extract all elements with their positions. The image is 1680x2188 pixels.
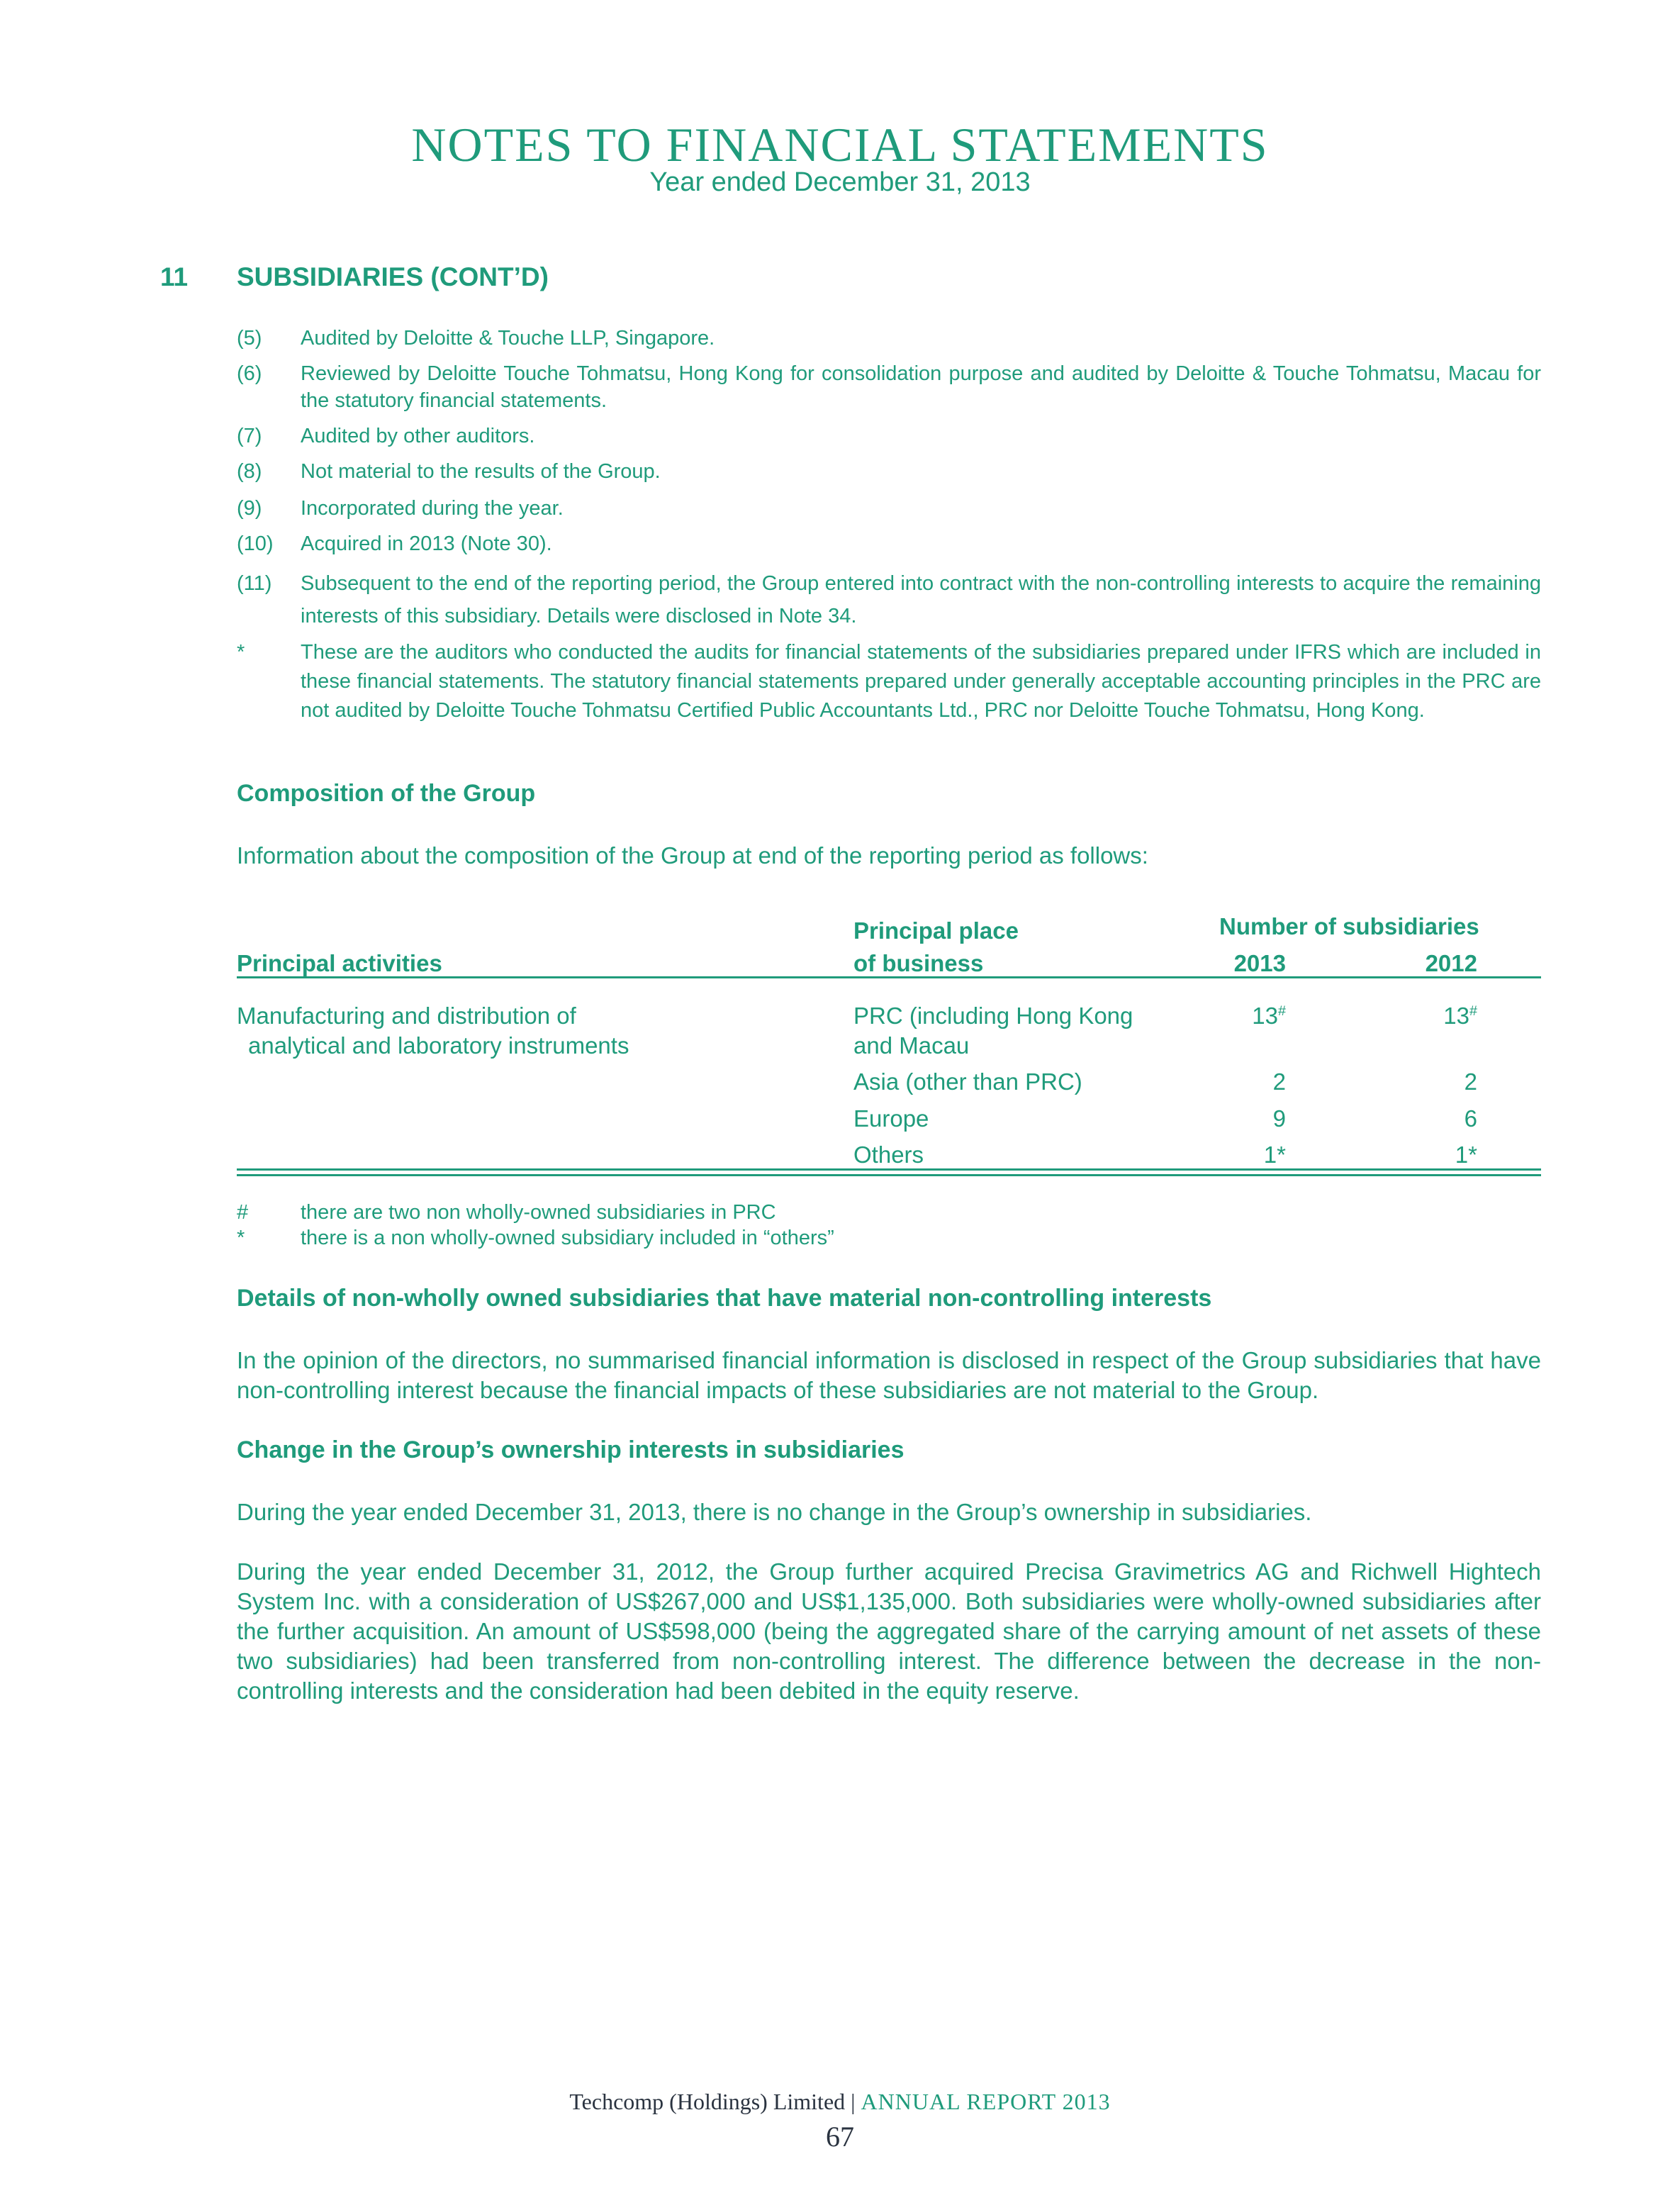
footnote-text: there is a non wholly-owned subsidiary included in “others”: [301, 1227, 834, 1249]
value-asia-2012: 2: [1464, 1068, 1477, 1095]
note-number: *: [237, 641, 245, 664]
note-item: [237, 423, 1541, 450]
footer: [0, 2089, 1680, 2115]
value-europe-2012: 6: [1464, 1105, 1477, 1132]
place-europe: Europe: [853, 1105, 929, 1132]
activity-line1: Manufacturing and distribution of: [237, 1003, 576, 1029]
col-header-number: Number of subsidiaries: [1219, 913, 1479, 939]
composition-heading: Composition of the Group: [237, 780, 536, 807]
ownership-heading: Change in the Group’s ownership interests in subsidiaries: [237, 1436, 905, 1463]
ownership-para1: During the year ended December 31, 2013, there is no change in the Group’s ownership in subsidiaries.: [237, 1499, 1312, 1525]
note-number: (7): [237, 425, 262, 447]
note-text: Audited by Deloitte & Touche LLP, Singapore.: [301, 327, 715, 350]
note-number: (8): [237, 460, 262, 483]
ownership-para2: During the year ended December 31, 2012, the Group further acquired Precisa Gravimetrics AG and Richwell Hightech System Inc. with a consideration of US$267,000 and US$1,135,000. Both subsidiaries were wholly-owned subsidiaries after the further acquisition. An amount of US$598,000 (being the aggregated share of the carrying amount of net assets of these two subsidiaries) had been transferred from non-controlling interest. The difference between the decrease in the non-controlling interests and the consideration had been debited in the equity reserve.: [237, 1558, 1541, 1704]
page-subtitle: Year ended December 31, 2013: [649, 167, 1031, 197]
col-header-place-line2: of business: [853, 950, 984, 976]
note-text: Subsequent to the end of the reporting period, the Group entered into contract with the non-controlling interests to acquire the remaining interests of this subsidiary. Details were disclosed in Note 34.: [301, 572, 1541, 627]
note-number: (11): [237, 572, 272, 595]
place-others: Others: [853, 1142, 924, 1168]
note-text: Audited by other auditors.: [301, 425, 535, 447]
value-others-2012: 1*: [1455, 1142, 1477, 1168]
place-prc-line2: and Macau: [853, 1032, 970, 1059]
note-item: [237, 360, 1541, 414]
value-asia-2013: 2: [1272, 1068, 1286, 1095]
note-text: Incorporated during the year.: [301, 497, 564, 520]
note-text: These are the auditors who conducted the audits for financial statements of the subsidiaries prepared under IFRS which are included in these financial statements. The statutory financial statements prepared under generally acceptable accounting principles in the PRC are not audited by Deloitte Touche Tohmatsu Certified Public Accountants Ltd., PRC nor Deloitte Touche Tohmatsu, Hong Kong.: [301, 641, 1541, 722]
composition-intro: Information about the composition of the Group at end of the reporting period as follows:: [237, 842, 1148, 869]
note-item: [237, 495, 1541, 522]
note-item: [237, 325, 1541, 352]
col-header-2012: 2012: [1425, 950, 1477, 976]
value-prc-2012: 13#: [1443, 1003, 1477, 1029]
value-prc-2013: 13#: [1252, 1003, 1286, 1029]
note-text: Not material to the results of the Group.: [301, 460, 661, 483]
section-number: 11: [160, 262, 189, 291]
note-text: Reviewed by Deloitte Touche Tohmatsu, Hong Kong for consolidation purpose and audited by Deloitte & Touche Tohmatsu, Macau for the statutory financial statements.: [301, 362, 1541, 412]
page-title: NOTES TO FINANCIAL STATEMENTS: [411, 118, 1269, 172]
col-header-activity: Principal activities: [237, 950, 442, 976]
footer-report: ANNUAL REPORT 2013: [861, 2089, 1111, 2114]
table-bottom-rule-1: [237, 1168, 1541, 1171]
note-number: (6): [237, 362, 262, 385]
table-header-rule: [237, 976, 1541, 978]
page-number: 67: [826, 2121, 854, 2153]
activity-line2: analytical and laboratory instruments: [248, 1032, 629, 1059]
footer-company: Techcomp (Holdings) Limited: [569, 2089, 846, 2114]
note-number: (10): [237, 532, 274, 555]
note-number: (9): [237, 497, 262, 520]
footnote-mark: *: [237, 1227, 245, 1249]
note-number: (5): [237, 327, 262, 350]
section-title: SUBSIDIARIES (CONT’D): [237, 262, 549, 291]
note-item: [237, 458, 1541, 485]
footnote-text: there are two non wholly-owned subsidiaries in PRC: [301, 1201, 776, 1224]
value-europe-2013: 9: [1272, 1105, 1286, 1132]
place-prc-line1: PRC (including Hong Kong: [853, 1003, 1133, 1029]
note-text: Acquired in 2013 (Note 30).: [301, 532, 552, 555]
value-others-2013: 1*: [1263, 1142, 1286, 1168]
note-item: [237, 530, 1541, 557]
col-header-place-line1: Principal place: [853, 917, 1019, 944]
nci-text: In the opinion of the directors, no summarised financial information is disclosed in respect of the Group subsidiaries that have non-controlling interest because the financial impacts of these subsidiaries are not material to the Group.: [237, 1347, 1541, 1403]
footnote-mark: #: [237, 1201, 249, 1224]
nci-heading: Details of non-wholly owned subsidiaries that have material non-controlling interests: [237, 1285, 1212, 1312]
table-bottom-rule-2: [237, 1174, 1541, 1176]
place-asia: Asia (other than PRC): [853, 1068, 1082, 1095]
col-header-2013: 2013: [1233, 950, 1286, 976]
note-item: [237, 638, 1541, 725]
footer-separator: |: [851, 2089, 856, 2114]
note-item: [237, 567, 1541, 632]
